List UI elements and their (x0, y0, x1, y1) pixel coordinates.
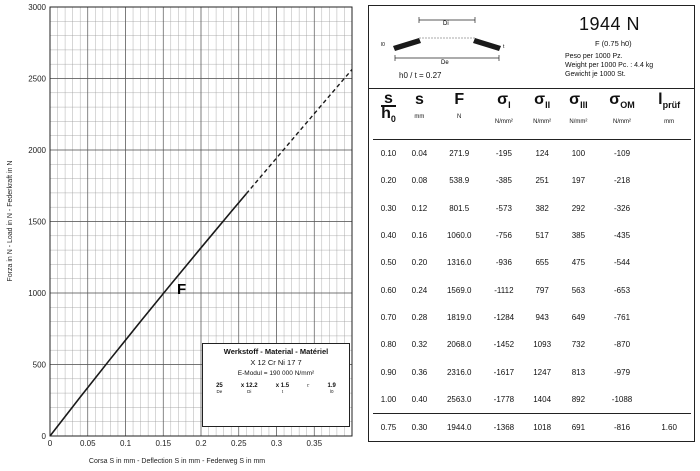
table-cell: 0.30 (404, 413, 435, 442)
table-cell: 0.40 (380, 231, 397, 241)
table-cell: -385 (495, 176, 512, 186)
table-cell: 0.10 (380, 149, 397, 159)
table-cell: 517 (535, 231, 549, 241)
table-cell: 943 (535, 312, 549, 322)
table-cell: 892 (571, 394, 586, 404)
x-tick-labels (48, 439, 323, 448)
table-row (373, 413, 691, 442)
table-cell: 1819.0 (446, 312, 472, 322)
table-cell (647, 358, 691, 385)
dim-l0: 1.9 l0 (327, 383, 336, 394)
table-cell: 292 (571, 203, 586, 213)
table-cell: -1368 (484, 413, 525, 442)
table-cell: -1088 (611, 394, 633, 404)
table-cell: 1569.0 (446, 285, 472, 295)
table-cell: 563 (571, 285, 586, 295)
dim-di: x 12.2 Di (240, 383, 258, 394)
table-cell: 2316.0 (446, 367, 472, 377)
weight-en: Weight per 1000 Pc. : 4.4 kg (565, 62, 654, 69)
table-cell: 1060.0 (446, 231, 472, 241)
nominal-force: 1944 N (579, 14, 641, 34)
table-row (373, 386, 691, 414)
table-cell: 0.90 (380, 367, 397, 377)
table-cell: -756 (495, 231, 512, 241)
table-cell: 0.30 (380, 203, 397, 213)
y-tick-label: 1500 (28, 217, 46, 227)
table-header-cell: $\sigma_{II}$ N/mm² (533, 91, 552, 126)
spring-right-section (473, 38, 501, 51)
table-row (373, 195, 691, 222)
y-tick-label: 2500 (28, 74, 46, 84)
table-cell: 0.28 (411, 312, 428, 322)
table-cell: -1284 (493, 312, 515, 322)
table-cell: -326 (614, 203, 631, 213)
table-cell: 1404 (533, 394, 552, 404)
table-cell: -544 (614, 258, 631, 268)
table-header-cell: $\sigma_I$ N/mm² (494, 91, 513, 126)
table-cell (647, 276, 691, 303)
table-cell: 649 (571, 312, 586, 322)
table-row (373, 304, 691, 331)
f-annotation: F (177, 281, 187, 298)
table-cell: 2563.0 (446, 394, 472, 404)
table-header-cell: $\frac{s}{h_0}$ (381, 90, 396, 125)
table-row (373, 140, 691, 168)
x-tick-label: 0.15 (155, 439, 172, 448)
table-cell (647, 195, 691, 222)
table-cell: 0.36 (411, 367, 428, 377)
dim-de: 25 De (216, 383, 223, 394)
table-cell: -979 (614, 367, 631, 377)
table-cell: 271.9 (449, 149, 470, 159)
material-dimensions (203, 383, 349, 394)
table-cell: -1778 (493, 394, 515, 404)
height-thickness-ratio: h0 / t = 0.27 (399, 71, 442, 80)
table-cell: -653 (614, 285, 631, 295)
table-cell: 813 (571, 367, 586, 377)
data-panel (368, 5, 695, 442)
table-cell (647, 304, 691, 331)
nominal-force-note: F (0.75 h0) (595, 39, 632, 48)
weight-info (565, 52, 653, 79)
table-header-cell: $\sigma_{OM}$ N/mm² (609, 91, 635, 126)
table-cell: 1.60 (647, 413, 691, 442)
table-cell: 124 (535, 149, 549, 159)
table-cell: -816 (597, 413, 648, 442)
table-row (373, 358, 691, 385)
table-cell: 0.80 (380, 340, 397, 350)
table-row (373, 249, 691, 276)
dim-di-label: Di (443, 21, 449, 27)
table-cell: 0.50 (380, 258, 397, 268)
table-body (373, 140, 691, 442)
table-cell: 0.12 (411, 203, 428, 213)
table-cell: 0.60 (380, 285, 397, 295)
table-row (373, 167, 691, 194)
table-cell: -936 (495, 258, 512, 268)
table-cell: 1018 (524, 413, 560, 442)
spring-data-table (373, 92, 691, 442)
table-cell: 475 (571, 258, 586, 268)
spring-left-section (393, 38, 421, 51)
table-cell: 382 (535, 203, 549, 213)
material-modulus: E-Modul = 190 000 N/mm² (237, 370, 315, 377)
dim-de-label: De (441, 60, 449, 66)
x-tick-label: 0.05 (79, 439, 96, 448)
table-cell: -761 (614, 312, 631, 322)
table-cell (647, 386, 691, 414)
x-tick-label: 0 (47, 439, 53, 448)
disc-spring-diagram (379, 12, 509, 70)
table-cell: 251 (535, 176, 549, 186)
weight-it: Peso per 1000 Pz. (565, 53, 623, 60)
table-cell: 2068.0 (446, 340, 472, 350)
table-cell: 801.5 (449, 203, 470, 213)
table-cell: -195 (495, 149, 512, 159)
table-cell (647, 331, 691, 358)
table-cell (647, 249, 691, 276)
table-cell: -1617 (493, 367, 515, 377)
table-cell (647, 222, 691, 249)
table-cell: 0.04 (411, 149, 428, 159)
y-tick-label: 1000 (28, 289, 46, 298)
table-header-row (373, 92, 691, 140)
table-header-cell: $\sigma_{III}$ N/mm² (569, 91, 588, 126)
table-cell: 0.08 (411, 176, 428, 186)
x-tick-label: 0.1 (119, 439, 132, 448)
dim-t: x 1.5 t (275, 383, 290, 394)
table-cell: 0.75 (373, 413, 404, 442)
table-cell: 0.20 (380, 176, 397, 186)
table-cell: -573 (495, 203, 512, 213)
table-cell: 1247 (533, 367, 552, 377)
material-name: X 12 Cr Ni 17 7 (250, 358, 302, 367)
material-box (202, 343, 350, 427)
table-cell: 197 (571, 176, 586, 186)
y-tick-labels (28, 3, 46, 441)
x-tick-label: 0.25 (230, 439, 247, 448)
x-tick-label: 0.2 (195, 439, 207, 448)
table-header-cell: F N (454, 91, 465, 120)
table-cell: 732 (571, 340, 586, 350)
table-cell: -1452 (493, 340, 515, 350)
table-cell: 0.16 (411, 231, 428, 241)
table-cell: 385 (571, 231, 586, 241)
dim-t-prime: t' (307, 383, 310, 388)
table-header-cell: s mm (414, 91, 425, 120)
x-axis-label: Corsa S in mm - Deflection S in mm - Federweg S in mm (88, 458, 266, 465)
table-cell: 0.32 (411, 340, 428, 350)
table-cell (647, 167, 691, 194)
y-axis-label: Forza in N - Load in N - Federkraft in N (7, 160, 14, 282)
x-tick-label: 0.3 (270, 439, 283, 448)
table-cell (647, 140, 691, 168)
table-cell: 797 (535, 285, 549, 295)
material-box-title: Werkstoff - Material - Matériel (223, 347, 329, 356)
table-row (373, 331, 691, 358)
table-row (373, 276, 691, 303)
table-cell: -1112 (494, 285, 514, 295)
table-cell: 100 (571, 149, 586, 159)
y-tick-label: 2000 (28, 146, 46, 155)
y-tick-label: 0 (41, 432, 46, 441)
table-cell: 0.70 (380, 312, 397, 322)
table-cell: 1093 (533, 340, 552, 350)
table-cell: 0.40 (411, 394, 428, 404)
table-cell: 1316.0 (446, 258, 472, 268)
table-cell: 691 (560, 413, 597, 442)
y-tick-label: 3000 (28, 3, 46, 12)
table-cell: 0.20 (411, 258, 428, 268)
table-cell: -435 (614, 231, 631, 241)
table-cell: -218 (614, 176, 631, 186)
weight-de: Gewicht je 1000 St. (565, 71, 626, 78)
y-tick-label: 500 (32, 360, 46, 370)
table-cell: 1.00 (380, 394, 397, 404)
table-cell: -870 (614, 340, 631, 350)
dim-l0-label: l0 (381, 42, 385, 48)
table-cell: 538.9 (449, 176, 470, 186)
table-cell: 655 (535, 258, 549, 268)
table-header-cell: $l_{prüf}$ mm (658, 91, 681, 126)
x-tick-label: 0.35 (306, 439, 323, 448)
table-row (373, 222, 691, 249)
table-cell: 0.24 (411, 285, 428, 295)
table-cell: -109 (614, 149, 631, 159)
table-cell: 1944.0 (435, 413, 484, 442)
dim-t-label: t (503, 44, 505, 50)
panel-header (369, 6, 694, 89)
